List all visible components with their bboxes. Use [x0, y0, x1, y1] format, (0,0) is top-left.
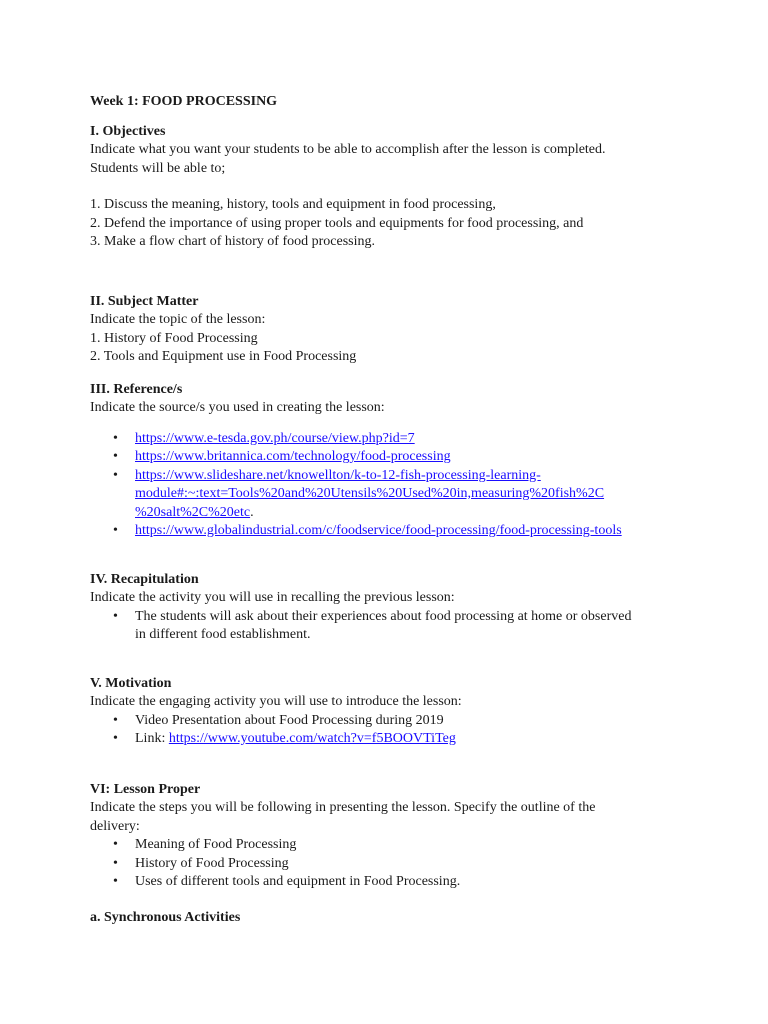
motivation-list	[90, 712, 690, 749]
bullet-icon: •	[113, 855, 118, 871]
list-item	[90, 522, 690, 541]
subject-matter-section	[90, 293, 690, 367]
list-item	[90, 873, 690, 892]
reference-link-suffix: .	[250, 504, 254, 520]
motivation-intro: Indicate the engaging activity you will use to introduce the lesson:	[90, 694, 462, 709]
objectives-section	[90, 123, 690, 252]
recapitulation-heading: IV. Recapitulation	[90, 571, 199, 587]
references-heading: III. Reference/s	[90, 381, 183, 397]
motivation-section	[90, 675, 690, 749]
lesson-proper-list	[90, 836, 690, 892]
motivation-link-label: Link:	[135, 731, 169, 746]
recapitulation-section	[90, 571, 690, 645]
references-section	[90, 381, 690, 541]
reference-link-slideshare-line-3[interactable]: %20salt%2C%20etc	[135, 504, 251, 520]
lesson-proper-section	[90, 781, 690, 892]
objective-item: 1. Discuss the meaning, history, tools and equipment in food processing,	[90, 197, 496, 212]
subject-matter-heading: II. Subject Matter	[90, 293, 199, 309]
lesson-proper-item: Uses of different tools and equipment in Food Processing.	[135, 874, 461, 889]
objectives-heading: I. Objectives	[90, 123, 166, 139]
document-page	[90, 93, 690, 927]
bullet-icon: •	[113, 467, 118, 483]
recapitulation-intro: Indicate the activity you will use in recalling the previous lesson:	[90, 590, 455, 605]
bullet-icon: •	[113, 874, 118, 889]
motivation-heading: V. Motivation	[90, 675, 172, 691]
subject-matter-intro: Indicate the topic of the lesson:	[90, 312, 266, 327]
references-intro: Indicate the source/s you used in creating the lesson:	[90, 400, 385, 415]
reference-link-tesda[interactable]: https://www.e-tesda.gov.ph/course/view.php?id=7	[135, 430, 415, 446]
references-list	[90, 430, 690, 541]
lesson-proper-intro: Indicate the steps you will be following in presenting the lesson. Specify the outline of the	[90, 800, 596, 815]
recapitulation-item-line-1: The students will ask about their experiences about food processing at home or observed	[135, 608, 632, 624]
document-title: Week 1: FOOD PROCESSING	[90, 94, 278, 109]
bullet-icon: •	[113, 430, 118, 446]
lesson-proper-item: History of Food Processing	[135, 855, 289, 871]
objectives-intro: Indicate what you want your students to be able to accomplish after the lesson is completed.	[90, 142, 606, 157]
bullet-icon: •	[113, 449, 118, 464]
lesson-proper-heading: VI: Lesson Proper	[90, 781, 201, 797]
list-item	[90, 448, 690, 467]
subject-matter-item: 1. History of Food Processing	[90, 330, 258, 346]
synchronous-heading: a. Synchronous Activities	[90, 909, 241, 925]
bullet-icon: •	[113, 523, 118, 538]
reference-link-britannica[interactable]: https://www.britannica.com/technology/food-processing	[135, 449, 451, 464]
list-item	[90, 467, 690, 523]
bullet-icon: •	[113, 712, 118, 728]
recapitulation-item-line-2: in different food establishment.	[135, 627, 311, 642]
list-item	[90, 712, 690, 731]
lesson-proper-item: Meaning of Food Processing	[135, 837, 297, 852]
list-item	[90, 836, 690, 855]
bullet-icon: •	[113, 837, 118, 852]
bullet-icon: •	[113, 731, 118, 746]
objectives-intro-continued: Students will be able to;	[90, 160, 226, 176]
subject-matter-item: 2. Tools and Equipment use in Food Processing	[90, 349, 357, 364]
synchronous-section	[90, 909, 690, 928]
objective-item: 2. Defend the importance of using proper tools and equipments for food processing, and	[90, 215, 584, 231]
motivation-item: Video Presentation about Food Processing during 2019	[135, 712, 444, 728]
youtube-link[interactable]: https://www.youtube.com/watch?v=f5BOOVTiTeg	[168, 731, 456, 746]
reference-link-globalindustrial[interactable]: https://www.globalindustrial.com/c/foodservice/food-processing/food-processing-tools	[135, 523, 622, 538]
list-item	[90, 730, 690, 749]
list-item	[90, 430, 690, 449]
reference-link-slideshare-line-1[interactable]: https://www.slideshare.net/knowellton/k-to-12-fish-processing-learning-	[135, 467, 541, 483]
recapitulation-list	[90, 608, 690, 645]
bullet-icon: •	[113, 608, 118, 624]
list-item	[90, 855, 690, 874]
lesson-proper-intro-continued: delivery:	[90, 818, 140, 834]
reference-link-slideshare-line-2[interactable]: module#:~:text=Tools%20and%20Utensils%20Used%20in,measuring%20fish%2C	[135, 486, 605, 501]
objective-item: 3. Make a flow chart of history of food processing.	[90, 234, 375, 249]
list-item	[90, 608, 690, 645]
